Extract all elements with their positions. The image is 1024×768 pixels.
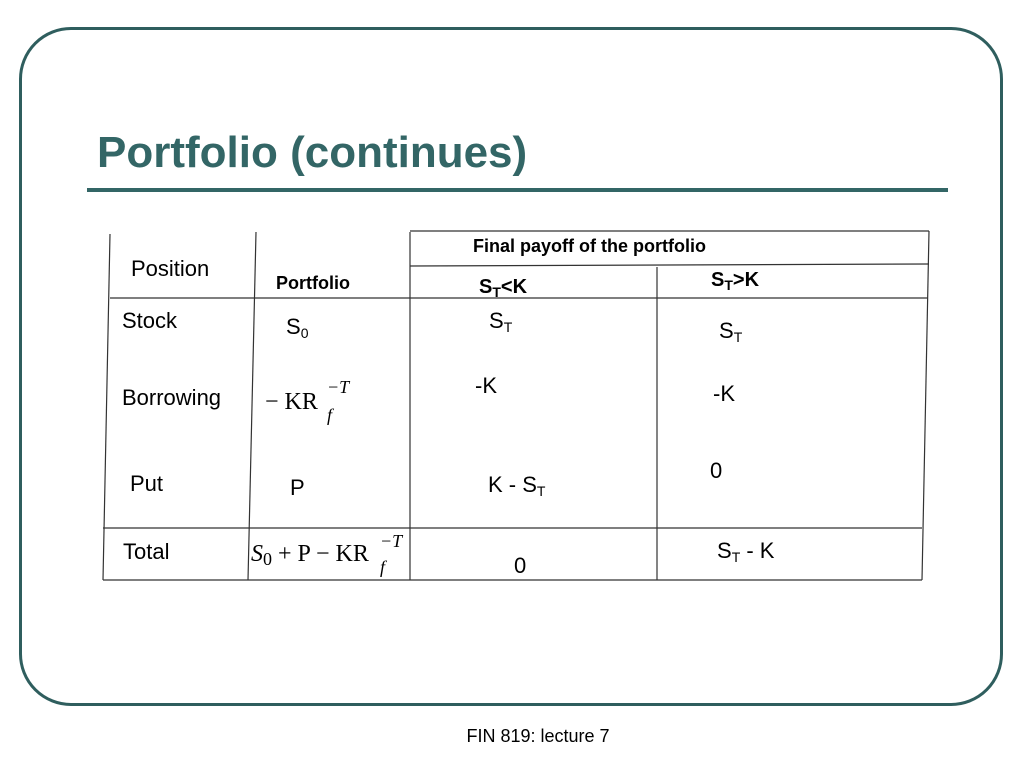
slide-title: Portfolio (continues) [97, 128, 528, 177]
stock-portfolio-value: $S_0$ [286, 314, 309, 341]
table-right-border [922, 231, 929, 580]
row-label-total: Total [123, 539, 170, 564]
borrowing-payoff-high: -K [713, 381, 735, 406]
row-label-borrowing: Borrowing [122, 385, 222, 410]
header-position: Position [131, 256, 210, 281]
borrowing-portfolio-formula: − KR −T f [265, 377, 350, 425]
stock-payoff-high: $S_T$ [719, 318, 743, 345]
header-portfolio: Portfolio [276, 273, 350, 293]
header-case-st-less-k: $S_T<K$ [479, 276, 528, 300]
row-label-put: Put [130, 471, 164, 496]
header-final-payoff: Final payoff of the portfolio [473, 236, 706, 256]
subheader-rule [410, 264, 929, 266]
borrowing-payoff-low: -K [475, 373, 497, 398]
put-portfolio-value: P [290, 475, 305, 500]
header-case-st-greater-k: $S_T>K$ [711, 269, 760, 293]
total-payoff-high: $S_T$ - K [717, 538, 775, 565]
row-label-stock: Stock [122, 308, 178, 333]
total-portfolio-formula: S0 + P − KR −T f [251, 531, 403, 577]
total-payoff-low: 0 [514, 553, 527, 578]
put-payoff-low: K - $S_T$ [488, 472, 546, 499]
stock-payoff-low: $S_T$ [489, 308, 513, 335]
put-payoff-high: 0 [710, 458, 723, 483]
slide-footer: FIN 819: lecture 7 [466, 726, 610, 746]
